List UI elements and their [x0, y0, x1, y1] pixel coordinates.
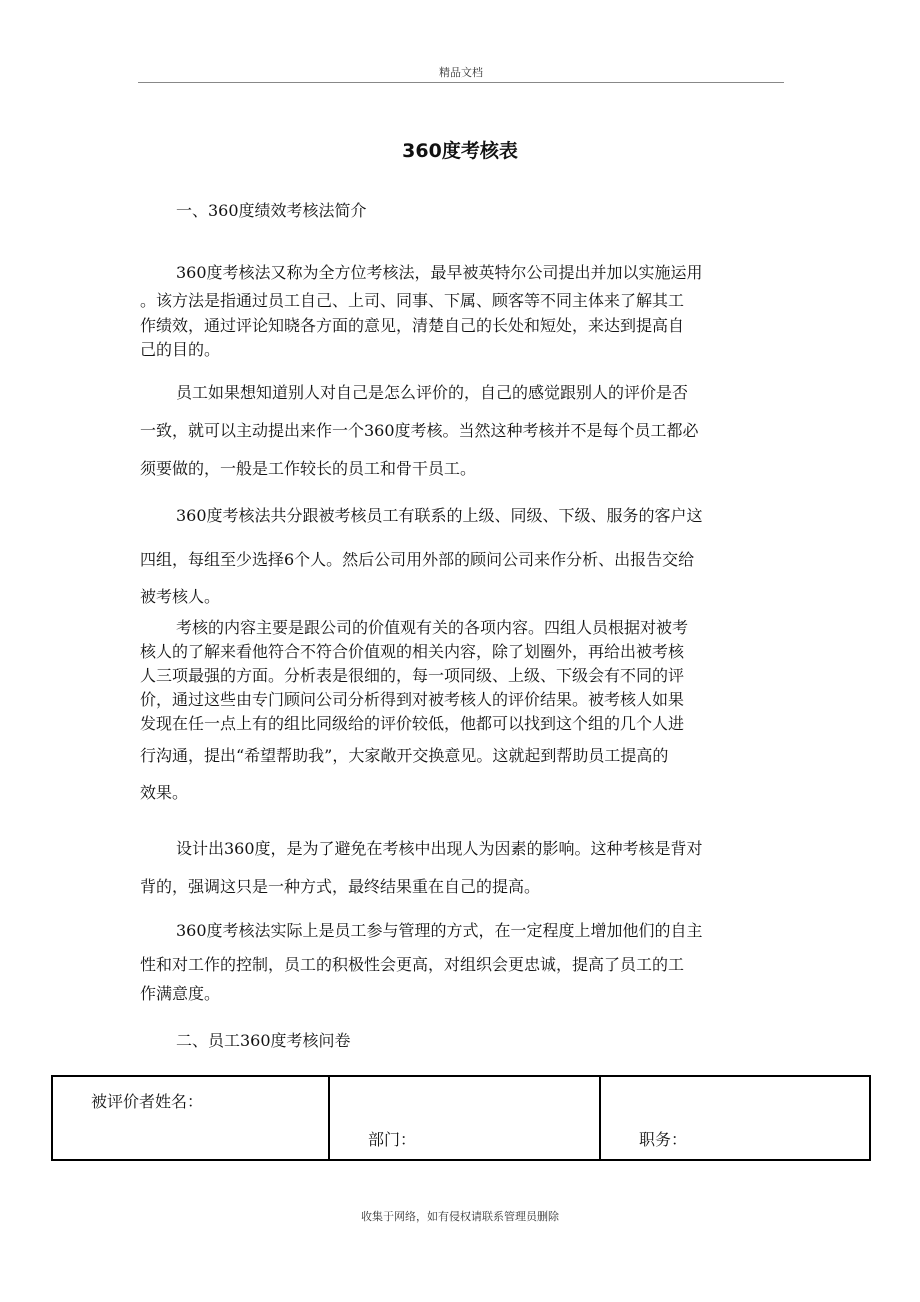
paragraph-2-line: 员工如果想知道别人对自己是怎么评价的，自己的感觉跟别人的评价是否	[176, 383, 689, 402]
paragraph-2-line: 须要做的，一般是工作较长的员工和骨干员工。	[140, 459, 477, 478]
paragraph-6-line: 性和对工作的控制，员工的积极性会更高，对组织会更忠诚，提高了员工的工	[140, 955, 685, 974]
paragraph-4-line: 核人的了解来看他符合不符合价值观的相关内容，除了划圈外，再给出被考核	[140, 642, 685, 661]
paragraph-1-line: 。该方法是指通过员工自己、上司、同事、下属、顾客等不同主体来了解其工	[140, 291, 685, 310]
paragraph-3	[140, 494, 780, 612]
position-label: 职务：	[639, 1130, 688, 1149]
position-cell[interactable]	[600, 1076, 870, 1160]
paragraph-5	[140, 830, 780, 906]
page-footer: 收集于网络，如有侵权请联系管理员删除	[361, 1210, 559, 1223]
evaluee-name-label: 被评价者姓名：	[91, 1092, 204, 1111]
document-title: 360度考核表	[402, 140, 518, 162]
paragraph-1	[140, 258, 780, 362]
paragraph-6-line: 作满意度。	[140, 984, 221, 1003]
paragraph-5-line: 背的，强调这只是一种方式，最终结果重在自己的提高。	[140, 877, 541, 896]
paragraph-3-line: 360度考核法共分跟被考核员工有联系的上级、同级、下级、服务的客户这	[176, 506, 703, 525]
paragraph-4-line: 价，通过这些由专门顾问公司分析得到对被考核人的评价结果。被考核人如果	[140, 690, 685, 709]
paragraph-4-line: 考核的内容主要是跟公司的价值观有关的各项内容。四组人员根据对被考	[176, 618, 689, 637]
paragraph-4	[140, 616, 780, 810]
paragraph-3-line: 被考核人。	[140, 587, 221, 606]
paragraph-4-line: 效果。	[140, 783, 189, 802]
paragraph-5-line: 设计出360度，是为了避免在考核中出现人为因素的影响。这种考核是背对	[176, 839, 703, 858]
header-divider	[138, 82, 784, 83]
page-header: 精品文档	[439, 66, 483, 79]
section-heading-questionnaire: 二、员工360度考核问卷	[176, 1031, 351, 1050]
department-cell[interactable]	[329, 1076, 600, 1160]
section-heading-intro: 一、360度绩效考核法简介	[176, 201, 367, 220]
paragraph-4-line: 行沟通，提出“希望帮助我”，大家敞开交换意见。这就起到帮助员工提高的	[140, 746, 669, 765]
paragraph-1-line: 360度考核法又称为全方位考核法，最早被英特尔公司提出并加以实施运用	[176, 263, 703, 282]
paragraph-6	[140, 916, 780, 1004]
paragraph-6-line: 360度考核法实际上是员工参与管理的方式，在一定程度上增加他们的自主	[176, 921, 703, 940]
paragraph-3-line: 四组，每组至少选择6个人。然后公司用外部的顾问公司来作分析、出报告交给	[140, 550, 695, 569]
paragraph-1-line: 己的目的。	[140, 340, 221, 359]
evaluee-info-table	[51, 1075, 869, 1161]
department-label: 部门：	[368, 1130, 417, 1149]
paragraph-2-line: 一致，就可以主动提出来作一个360度考核。当然这种考核并不是每个员工都必	[140, 421, 699, 440]
evaluee-name-cell[interactable]	[52, 1076, 329, 1160]
paragraph-4-line: 人三项最强的方面。分析表是很细的，每一项同级、上级、下级会有不同的评	[140, 666, 685, 685]
paragraph-2	[140, 374, 780, 488]
paragraph-4-line: 发现在任一点上有的组比同级给的评价较低，他都可以找到这个组的几个人进	[140, 714, 685, 733]
paragraph-1-line: 作绩效，通过评论知晓各方面的意见，清楚自己的长处和短处，来达到提高自	[140, 316, 685, 335]
